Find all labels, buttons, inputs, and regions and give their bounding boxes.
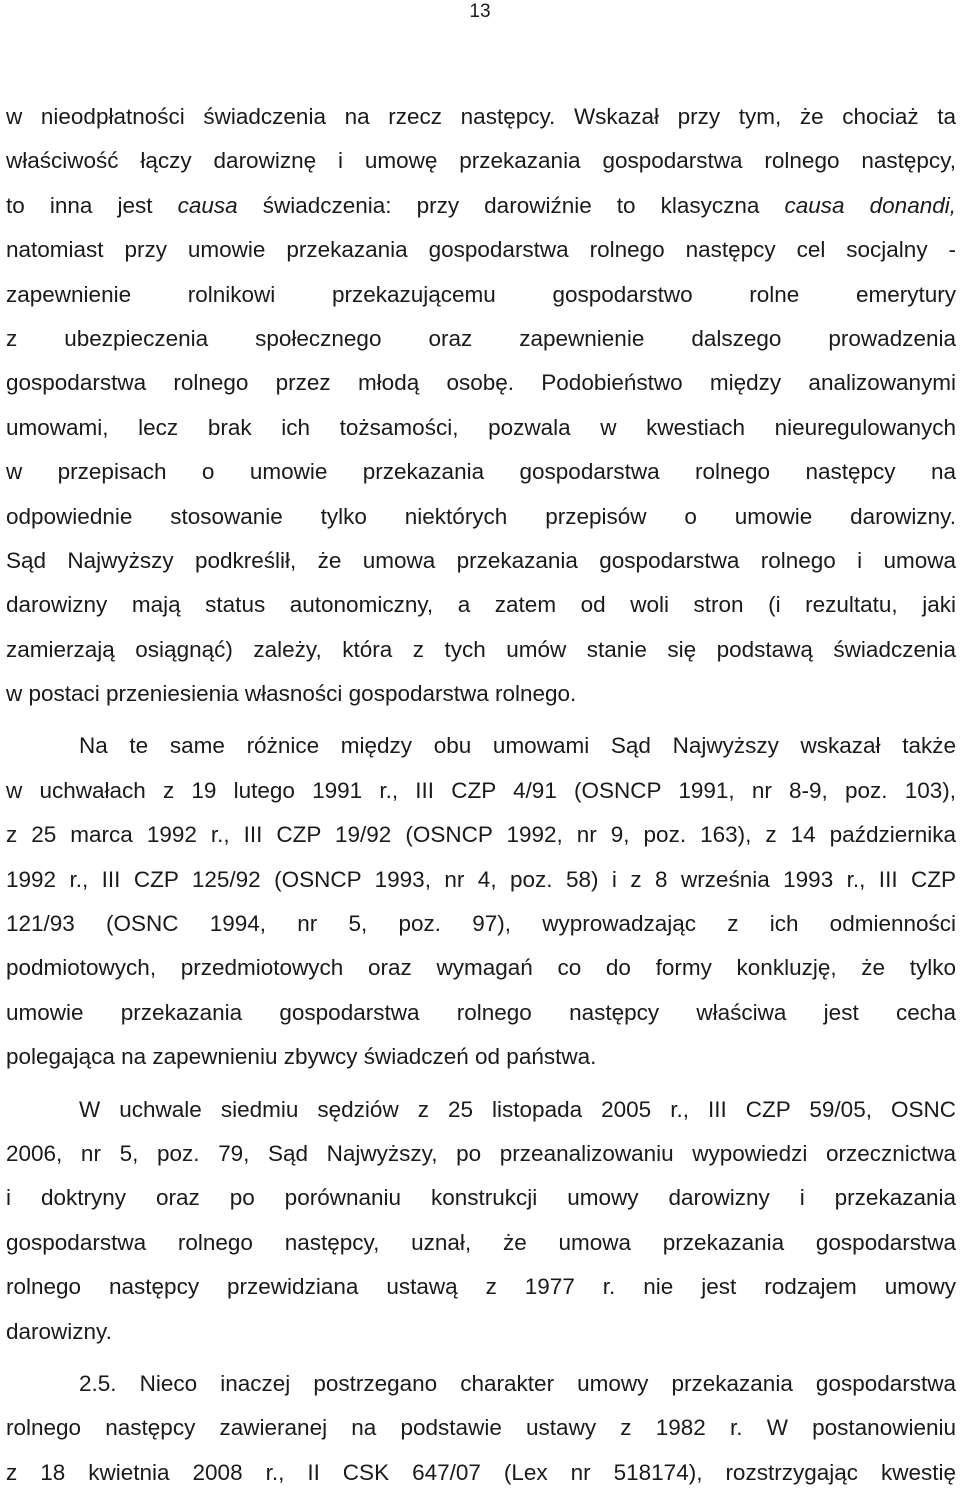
text-line: w przepisach o umowie przekazania gospodarstwa rolnego następcy na (6, 459, 956, 485)
paragraph-gap (6, 1354, 956, 1362)
text-line: zamierzają osiągnąć) zależy, która z tych umów stanie się podstawą świadczenia (6, 636, 956, 662)
text-line: 121/93 (OSNC 1994, nr 5, poz. 97), wyprowadzając z ich odmienności (6, 911, 956, 937)
document-body (6, 95, 956, 1495)
text-line: umowie przekazania gospodarstwa rolnego następcy właściwa jest cecha (6, 999, 956, 1025)
paragraph-gap (6, 716, 956, 724)
text-line: to inna jest causa świadczenia: przy darowiźnie to klasyczna causa donandi, (6, 192, 956, 218)
text-line: umowami, lecz brak ich tożsamości, pozwala w kwestiach nieuregulowanych (6, 414, 956, 440)
text-line: darowizny. (6, 1318, 112, 1344)
paragraph (6, 1088, 956, 1354)
page-number: 13 (469, 1, 491, 22)
text-line: Na te same różnice między obu umowami Sąd Najwyższy wskazał także (79, 733, 956, 759)
text-line: 2006, nr 5, poz. 79, Sąd Najwyższy, po przeanalizowaniu wypowiedzi orzecznictwa (6, 1140, 956, 1166)
paragraph (6, 95, 956, 716)
text-line: w uchwałach z 19 lutego 1991 r., III CZP 4/91 (OSNCP 1991, nr 8-9, poz. 103), (6, 777, 956, 803)
text-line: w postaci przeniesienia własności gospodarstwa rolnego. (6, 681, 577, 707)
text-line: W uchwale siedmiu sędziów z 25 listopada 2005 r., III CZP 59/05, OSNC (79, 1096, 956, 1122)
text-line: z 25 marca 1992 r., III CZP 19/92 (OSNCP 1992, nr 9, poz. 163), z 14 października (6, 822, 956, 848)
paragraph-gap (6, 1080, 956, 1088)
text-line: 2.5. Nieco inaczej postrzegano charakter umowy przekazania gospodarstwa (79, 1370, 956, 1396)
text-line: gospodarstwa rolnego przez młodą osobę. Podobieństwo między analizowanymi (6, 370, 956, 396)
paragraph (6, 1362, 956, 1495)
text-line: darowizny mają status autonomiczny, a zatem od woli stron (i rezultatu, jaki (6, 592, 956, 618)
text-line: rolnego następcy przewidziana ustawą z 1977 r. nie jest rodzajem umowy (6, 1274, 956, 1300)
text-line: z ubezpieczenia społecznego oraz zapewnienie dalszego prowadzenia (6, 325, 956, 351)
text-line: Sąd Najwyższy podkreślił, że umowa przekazania gospodarstwa rolnego i umowa (6, 547, 956, 573)
text-line: rolnego następcy zawieranej na podstawie ustawy z 1982 r. W postanowieniu (6, 1415, 956, 1441)
text-line: w nieodpłatności świadczenia na rzecz następcy. Wskazał przy tym, że chociaż ta (6, 104, 956, 129)
text-line: właściwość łączy darowiznę i umowę przekazania gospodarstwa rolnego następcy, (6, 148, 956, 174)
italic-term: causa (177, 192, 238, 218)
text-line: podmiotowych, przedmiotowych oraz wymagań co do formy konkluzję, że tylko (6, 955, 956, 981)
paragraph (6, 724, 956, 1079)
text-line: odpowiednie stosowanie tylko niektórych przepisów o umowie darowizny. (6, 503, 956, 529)
text-line: gospodarstwa rolnego następcy, uznał, że umowa przekazania gospodarstwa (6, 1229, 956, 1255)
text-line: 1992 r., III CZP 125/92 (OSNCP 1993, nr 4, poz. 58) i z 8 września 1993 r., III CZP (6, 866, 956, 892)
text-line: i doktryny oraz po porównaniu konstrukcji umowy darowizny i przekazania (6, 1185, 956, 1211)
text-line: z 18 kwietnia 2008 r., II CSK 647/07 (Lex nr 518174), rozstrzygając kwestię (6, 1459, 956, 1485)
text-line: zapewnienie rolnikowi przekazującemu gospodarstwo rolne emerytury (6, 281, 956, 307)
italic-term: causa donandi, (784, 192, 956, 218)
text-line: polegająca na zapewnieniu zbywcy świadczeń od państwa. (6, 1044, 597, 1070)
text-line: natomiast przy umowie przekazania gospodarstwa rolnego następcy cel socjalny - (6, 237, 956, 263)
